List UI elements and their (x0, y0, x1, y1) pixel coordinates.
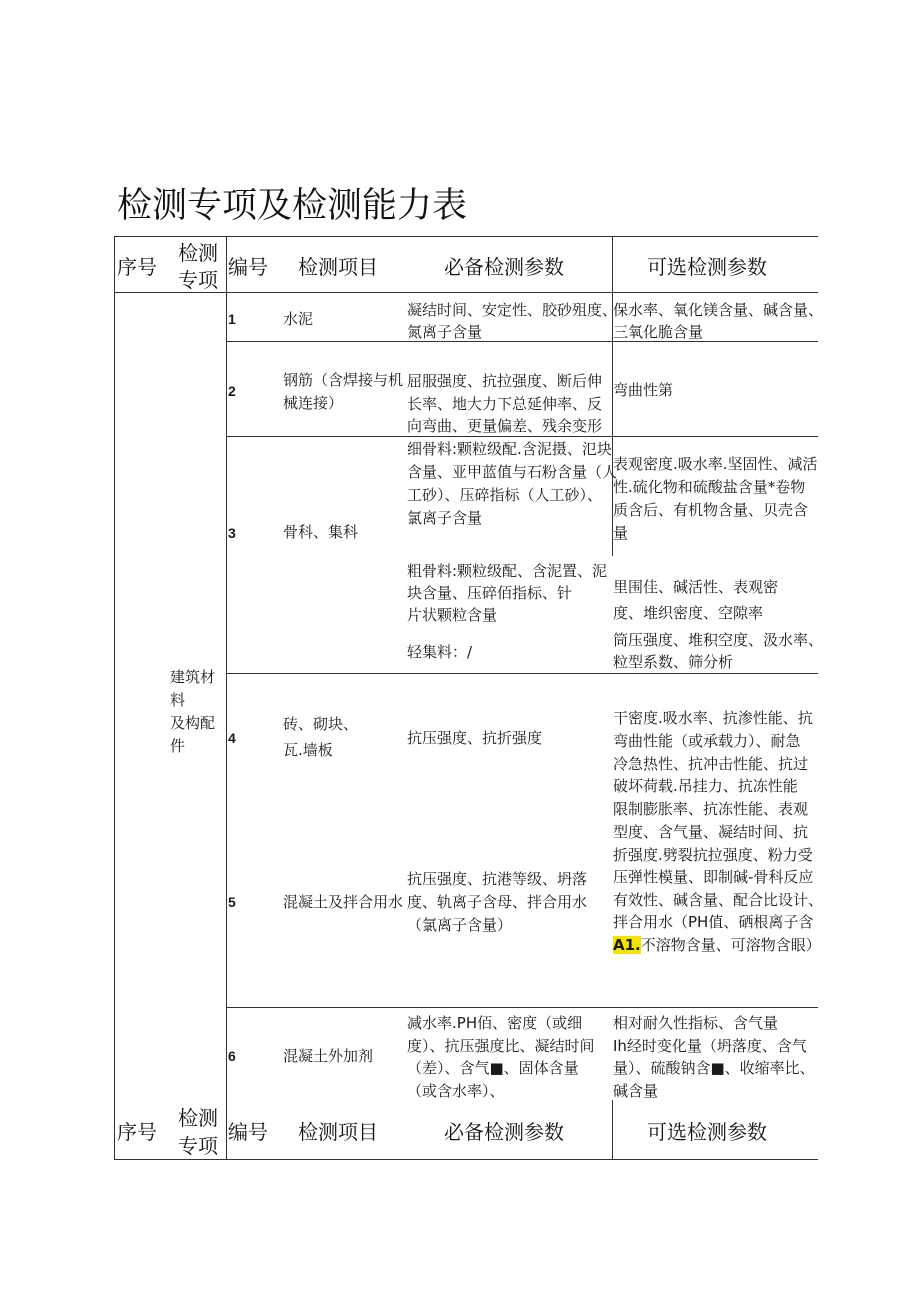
row-required-fine: 工砂）、压碎指标（人工砂）、 (407, 486, 603, 504)
row-required: 氮离子含量 (407, 323, 483, 341)
row-optional-merged-last (613, 934, 821, 956)
row-optional-merged: 折强度.劈裂抗拉强度、粉力受 (613, 846, 813, 864)
header-category-line2: 专项 (178, 268, 218, 292)
row-optional-coarse: 里围佳、碱活性、表观密 (613, 578, 779, 596)
header-seq: 序号 (117, 255, 157, 279)
row-required-coarse: 片状颗粒含量 (407, 606, 498, 624)
row-required: 向弯曲、更量偏差、残余变形 (407, 417, 603, 435)
row-optional-merged: 有效性、碱含量、配合比设计、 (613, 891, 824, 909)
row-required-light: 轻集料：/ (407, 643, 473, 661)
row-optional: 碱含量 (613, 1082, 659, 1100)
row-divider-5 (226, 1007, 818, 1008)
row-required-fine: 含量、亚甲蓝值与石粉含量（人 (407, 463, 618, 481)
highlight-mark: A1. (613, 936, 641, 954)
header-optional: 可选检测参数 (647, 255, 767, 279)
header-category-line1: 检测 (178, 241, 218, 265)
row-required: （或含水率）、 (407, 1082, 505, 1100)
row-number: 1 (228, 311, 236, 327)
category-line1: 建筑材 (170, 668, 216, 686)
row-optional-merged: 压弹性模量、即制碱-骨科反应 (613, 868, 814, 886)
col-divider-optional-header2 (612, 1100, 613, 1160)
category-line3: 及构配 (170, 714, 216, 732)
row-optional-fine: 质含后、有机物含量、贝壳含 (613, 501, 809, 519)
row-optional-merged: 拌合用水（PH值、硒根离子含 (613, 913, 814, 931)
row-number: 3 (228, 525, 236, 541)
row-optional-merged-tail: 不溶物含量、可溶物含眼） (640, 936, 821, 954)
table-top-border (114, 236, 818, 237)
row-optional-light: 粒型系数、筛分析 (613, 653, 734, 671)
col-divider-optional (612, 236, 613, 292)
row-required: 屈服强度、抗拉强度、断后伸 (407, 372, 603, 390)
row-item: 水泥 (283, 310, 314, 328)
row-optional: 量）、硫酸钠含■、收缩率比、 (613, 1059, 815, 1077)
row-required: 凝结时间、安定性、胶砂殂度、 (407, 301, 618, 319)
row-item: 骨科、集科 (283, 523, 359, 541)
row-optional-fine: 量 (613, 524, 629, 542)
row-optional-merged: 弯曲性能（或承载力）、耐急 (613, 732, 801, 750)
header2-item: 检测项目 (298, 1120, 378, 1144)
table-bottom-border (114, 1159, 818, 1160)
row-required: （差）、含气■、固体含量 (407, 1059, 579, 1077)
row-required: 长率、地大力下总延伸率、反 (407, 395, 603, 413)
row-number: 2 (228, 383, 236, 399)
row-required-fine: 氯离子含量 (407, 509, 483, 527)
row-optional-merged: 限制膨胀率、抗冻性能、表观 (613, 800, 809, 818)
row-item: 钢筋（含焊接与机 (283, 371, 404, 389)
row-number: 4 (228, 730, 236, 746)
row-optional-coarse: 度、堆织密度、空隙率 (613, 604, 764, 622)
row-required: 抗压强度、抗折强度 (407, 729, 543, 747)
row-required-coarse: 块含量、压碎佰指标、针 (407, 584, 573, 602)
row-required: 减水率.PH佰、密度（或细 (407, 1014, 583, 1032)
row-optional: Ih经时变化量（坍落度、含气 (613, 1037, 807, 1055)
header2-category-line1: 检测 (178, 1106, 218, 1130)
row-item: 混凝土外加剂 (283, 1047, 374, 1065)
row-item: 砖、砌块、 (283, 715, 359, 733)
header2-code: 编号 (228, 1120, 268, 1144)
header2-category-line2: 专项 (178, 1134, 218, 1158)
row-optional-fine: 表观密度.吸水率.坚固性、减活 (613, 455, 818, 473)
row-item: 械连接） (283, 394, 344, 412)
row-item: 瓦.墙板 (283, 741, 333, 759)
row-required: 度）、抗压强度比、凝结时间 (407, 1037, 595, 1055)
row-divider-1 (226, 341, 818, 342)
category-line2: 料 (170, 691, 186, 709)
row-optional-merged: 干密度.吸水率、抗渗性能、抗 (613, 709, 813, 727)
row-item: 混凝土及拌合用水 (283, 893, 404, 911)
header-item: 检测项目 (298, 255, 378, 279)
row-optional-fine: 性.硫化物和硫酸盐含量*卷物 (613, 478, 806, 496)
row-divider-3 (226, 673, 818, 674)
header2-seq: 序号 (117, 1120, 157, 1144)
row-required: 度、轨离子含母、拌合用水 (407, 893, 588, 911)
row-optional-merged: 冷急热性、抗冲击性能、抗过 (613, 755, 809, 773)
row-optional-merged: 型度、含气量、凝结时间、抗 (613, 823, 809, 841)
header2-required: 必备检测参数 (444, 1120, 564, 1144)
row-number: 6 (228, 1048, 236, 1064)
row-optional-merged: 破坏荷载.吊挂力、抗冻性能 (613, 777, 798, 795)
col-divider-category (226, 236, 227, 1160)
row-required-coarse: 粗骨料:颗粒级配、含泥置、泥 (407, 562, 608, 580)
page-title: 检测专项及检测能力表 (117, 186, 468, 226)
header-bottom-border (114, 292, 818, 293)
header-code: 编号 (228, 255, 268, 279)
row-required-fine: 细骨料:颗粒级配.含泥摄、氾块 (407, 440, 612, 458)
table-left-border (114, 236, 115, 1160)
header2-optional: 可选检测参数 (647, 1120, 767, 1144)
row-optional: 弯曲性第 (613, 381, 674, 399)
row-optional: 三氧化脆含量 (613, 323, 704, 341)
row-optional: 保水率、氧化镁含量、碱含量、 (613, 301, 824, 319)
row-number: 5 (228, 894, 236, 910)
row-optional-light: 筒压强度、堆积空度、汲水率、 (613, 631, 824, 649)
row-optional: 相对耐久性指标、含气量 (613, 1014, 779, 1032)
header-required: 必备检测参数 (444, 255, 564, 279)
row-required: （氯离子含量） (407, 916, 513, 934)
category-line4: 件 (170, 737, 186, 755)
row-required: 抗压强度、抗港等级、坍落 (407, 870, 588, 888)
